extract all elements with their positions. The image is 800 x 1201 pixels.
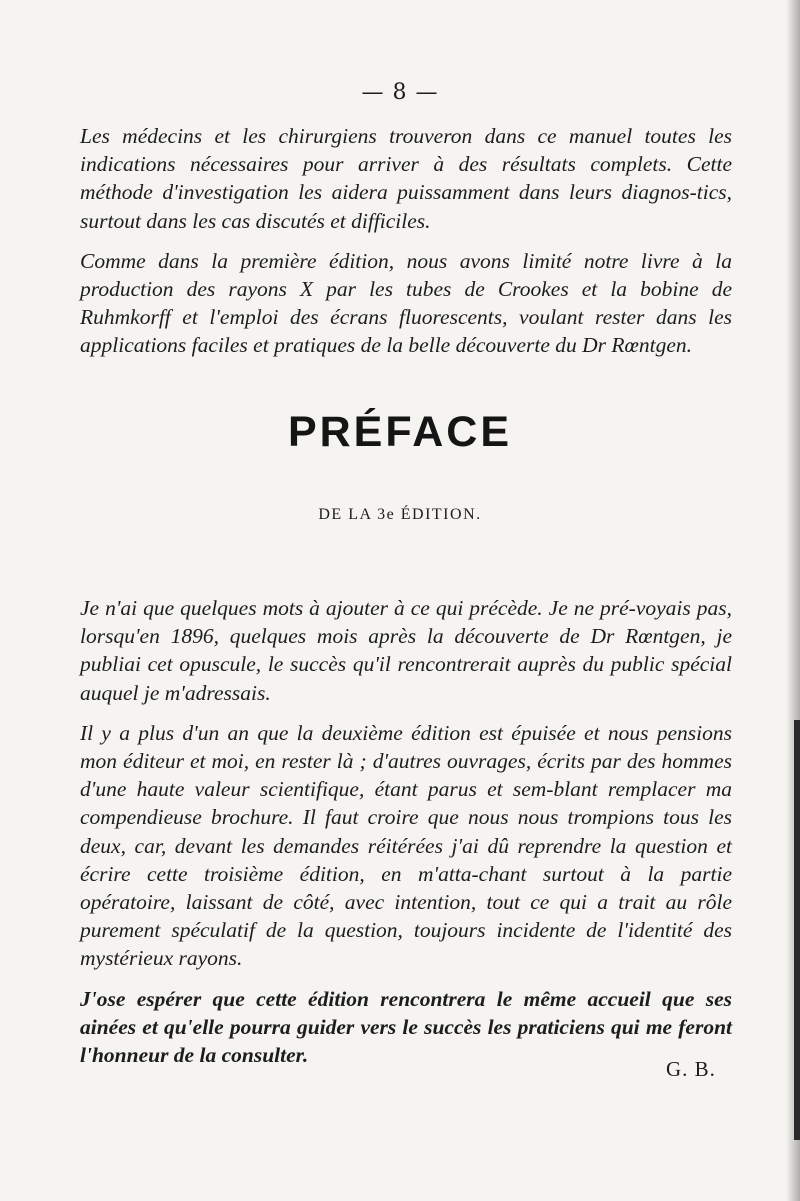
body-paragraph-3: J'ose espérer que cette édition rencontrera le même accueil que ses ainées et qu'elle pourra guider vers le succès les praticiens qui me feront l'honneur de la consulter. [80, 986, 732, 1068]
intro-text [80, 122, 732, 360]
intro-paragraph-2: Comme dans la première édition, nous avons limité notre livre à la production des rayons X par les tubes de Crookes et la bobine de Ruhmkorff et l'emploi des écrans fluorescents, voulant rester dans les applications faciles et pratiques de la belle découverte du Dr Rœntgen. [80, 248, 732, 358]
preface-subtitle: DE LA 3e ÉDITION. [318, 506, 482, 523]
intro-paragraph-1: Les médecins et les chirurgiens trouveron dans ce manuel toutes les indications nécessaires pour arriver à des résultats complets. Cette méthode d'investigation les aidera puissamment dans leurs diagnos-tics, surtout dans les cas discutés et difficiles. [80, 124, 732, 233]
preface-title: PRÉFACE [287, 408, 513, 456]
page-number: — 8 — [361, 80, 439, 105]
body-paragraph-1: Je n'ai que quelques mots à ajouter à ce qui précède. Je ne pré-voyais pas, lorsqu'en 1896, quelques mois après la découverte de Dr Rœntgen, je publiai cet opuscule, le succès qu'il rencontrerait auprès du public spécial auquel je m'adressais. [80, 596, 732, 705]
signature: G. B. [666, 1057, 716, 1081]
preface-body [80, 594, 732, 1069]
page-edge-mark [794, 720, 800, 1140]
body-paragraph-2: Il y a plus d'un an que la deuxième édition est épuisée et nous pensions mon éditeur et moi, en rester là ; d'autres ouvrages, écrits par des hommes d'une haute valeur scientifique, étant parus et sem-blant remplacer ma compendieuse brochure. Il faut croire que nous nous trompions tous les deux, car, devant les demandes réitérées j'ai dû reprendre la question et écrire cette troisième édition, en m'atta-chant surtout à la partie opératoire, laissant de côté, avec intention, tout ce qui a trait au rôle purement spéculatif de la question, toujours incidente de l'identité des mystérieux rayons. [80, 720, 732, 971]
